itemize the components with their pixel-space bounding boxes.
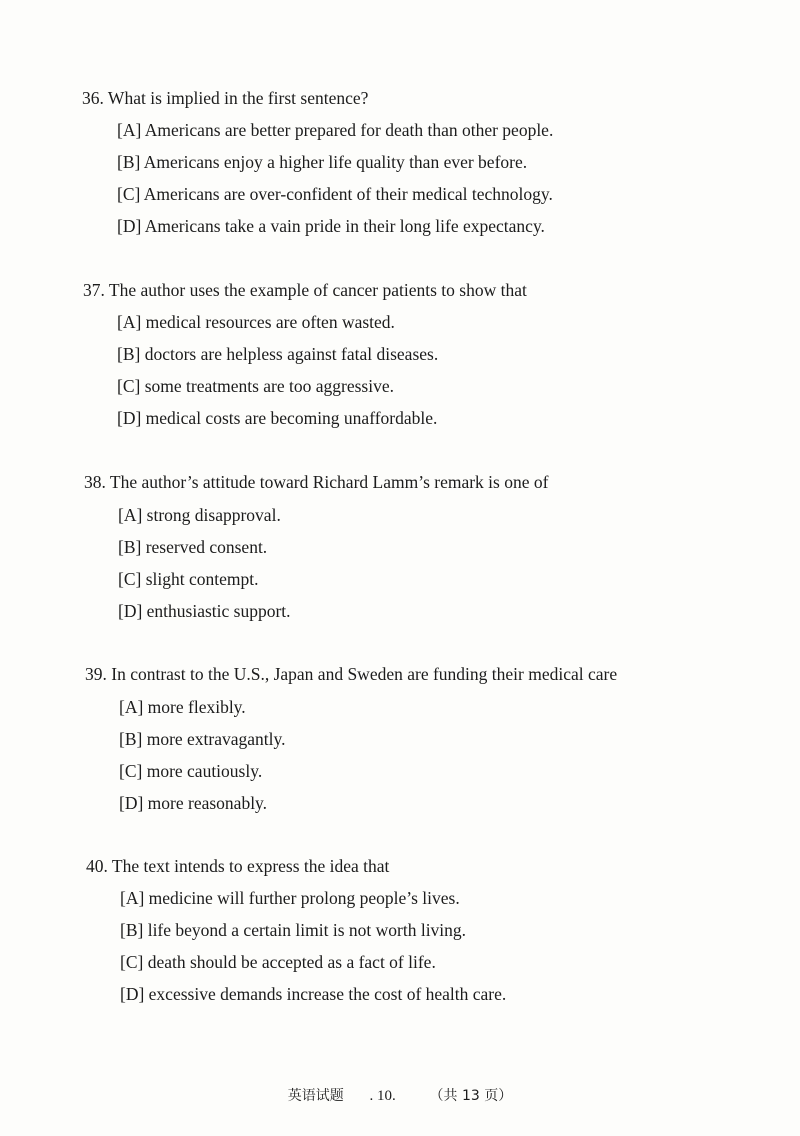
question-stem: 37. The author uses the example of cancer patients to show that <box>83 280 527 300</box>
option-c: [C] Americans are over-confident of their medical technology. <box>117 184 553 204</box>
option-b: [B] doctors are helpless against fatal diseases. <box>117 344 439 364</box>
question-stem: 38. The author’s attitude toward Richard Lamm’s remark is one of <box>84 472 549 492</box>
option-d: [D] medical costs are becoming unaffordable. <box>117 408 438 428</box>
option-d: [D] enthusiastic support. <box>118 601 291 621</box>
option-a: [A] medical resources are often wasted. <box>117 312 395 332</box>
footer-title: 英语试题 <box>287 1088 344 1104</box>
option-b: [B] reserved consent. <box>118 537 268 557</box>
option-c: [C] more cautiously. <box>119 761 263 781</box>
option-a: [A] Americans are better prepared for death than other people. <box>117 120 554 140</box>
option-a: [A] medicine will further prolong people’s lives. <box>120 888 460 908</box>
option-b: [B] Americans enjoy a higher life quality than ever before. <box>117 152 528 172</box>
option-c: [C] some treatments are too aggressive. <box>117 376 394 396</box>
page-footer <box>0 1086 800 1106</box>
option-c: [C] slight contempt. <box>118 569 259 589</box>
option-a: [A] more flexibly. <box>119 697 246 717</box>
footer-page-number: . 10. <box>369 1088 396 1104</box>
footer-page-total: （共 13 页） <box>429 1088 513 1104</box>
option-d: [D] more reasonably. <box>119 793 268 813</box>
option-b: [B] more extravagantly. <box>119 729 286 749</box>
option-a: [A] strong disapproval. <box>118 505 281 525</box>
option-b: [B] life beyond a certain limit is not worth living. <box>120 920 467 940</box>
option-d: [D] excessive demands increase the cost of health care. <box>120 984 507 1004</box>
option-d: [D] Americans take a vain pride in their long life expectancy. <box>117 216 545 236</box>
question-stem: 40. The text intends to express the idea that <box>86 856 390 876</box>
option-c: [C] death should be accepted as a fact of life. <box>120 952 436 972</box>
question-stem: 36. What is implied in the first sentence? <box>82 88 369 108</box>
question-stem: 39. In contrast to the U.S., Japan and Sweden are funding their medical care <box>85 664 618 684</box>
